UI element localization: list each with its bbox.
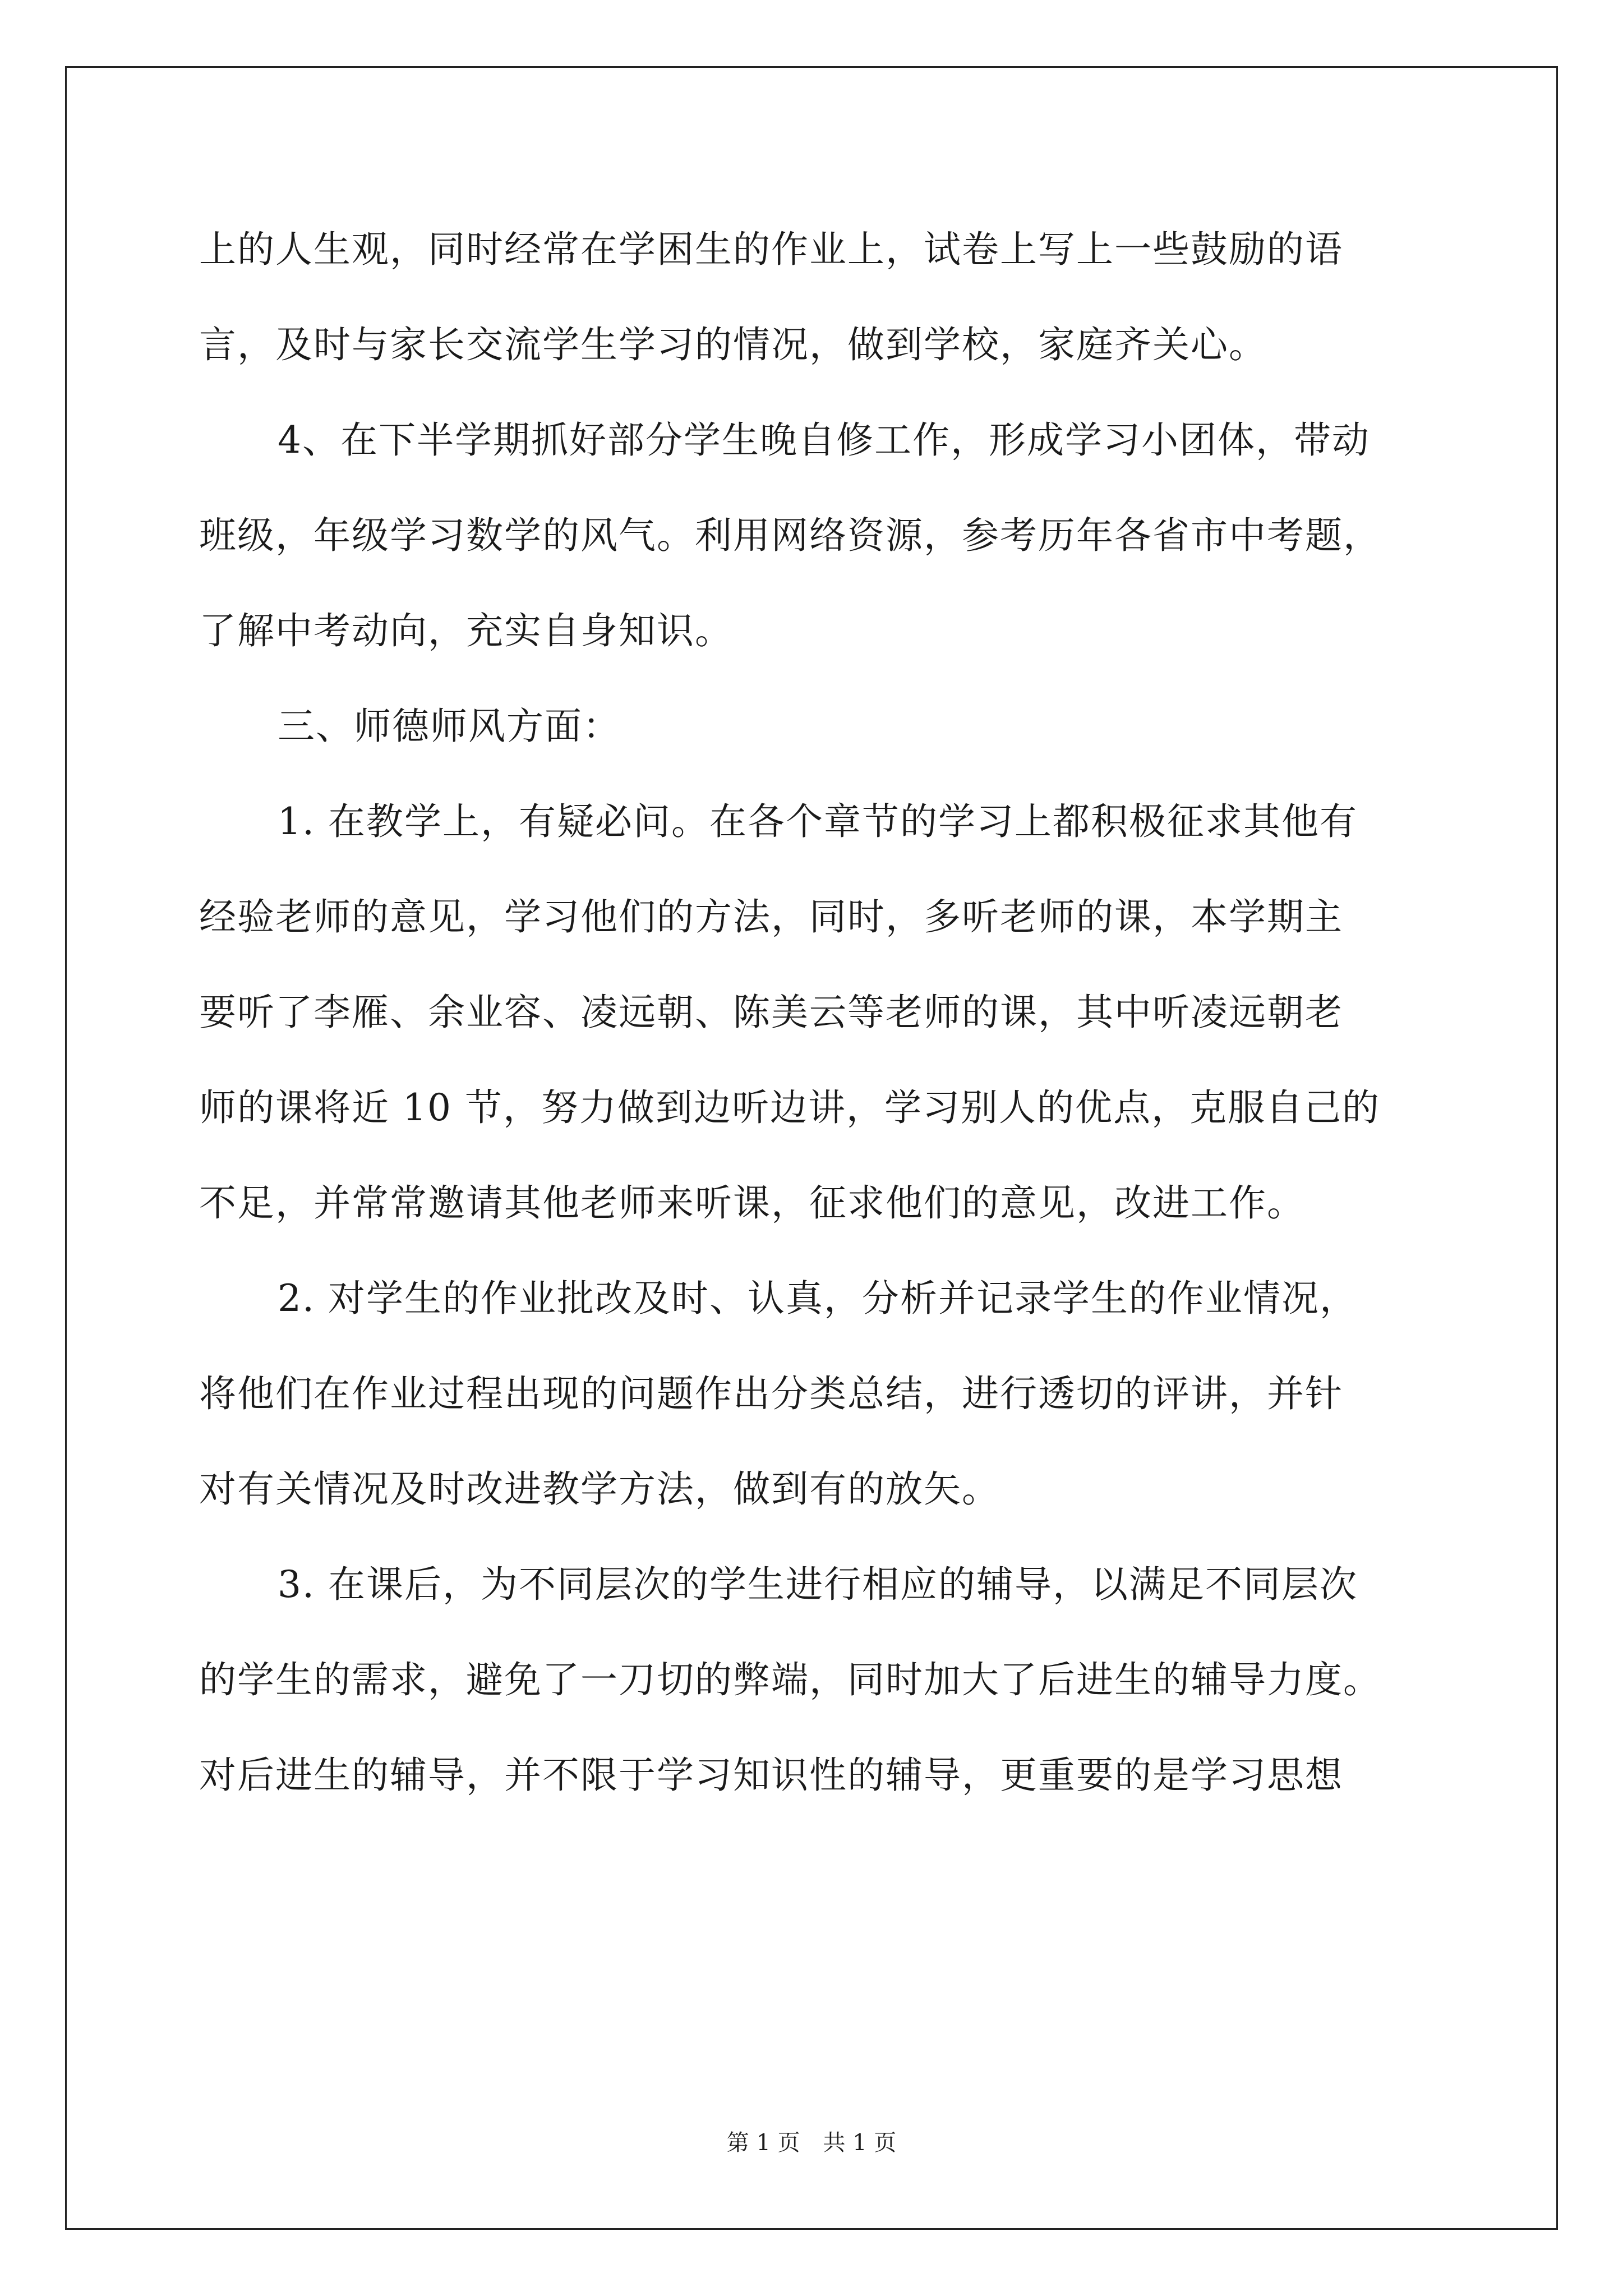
text-line: 要听了李雁、余业容、凌远朝、陈美云等老师的课，其中听凌远朝老	[199, 991, 1343, 1034]
text-line: 1. 在教学上，有疑必问。在各个章节的学习上都积极征求其他有	[278, 800, 1358, 843]
text-line: 3. 在课后，为不同层次的学生进行相应的辅导，以满足不同层次	[278, 1563, 1358, 1606]
text-line: 言，及时与家长交流学生学习的情况，做到学校，家庭齐关心。	[199, 323, 1267, 366]
text-line: 对后进生的辅导，并不限于学习知识性的辅导，更重要的是学习思想	[199, 1754, 1343, 1797]
text-line: 师的课将近 10 节，努力做到边听边讲，学习别人的优点，克服自己的	[199, 1086, 1380, 1129]
text-line: 4、在下半学期抓好部分学生晚自修工作，形成学习小团体，带动	[278, 418, 1370, 462]
text-line: 2. 对学生的作业批改及时、认真，分析并记录学生的作业情况，	[278, 1277, 1358, 1320]
text-line: 班级，年级学习数学的风气。利用网络资源，参考历年各省市中考题，	[199, 514, 1381, 557]
text-line: 经验老师的意见，学习他们的方法，同时，多听老师的课，本学期主	[199, 895, 1343, 938]
page-number: 第 1 页	[726, 2130, 800, 2156]
section-heading: 三、师德师风方面：	[278, 705, 621, 748]
text-line: 将他们在作业过程出现的问题作出分类总结，进行透切的评讲，并针	[199, 1372, 1343, 1415]
text-line: 了解中考动向，充实自身知识。	[199, 609, 733, 652]
document-body	[199, 213, 1422, 1834]
text-line: 的学生的需求，避免了一刀切的弊端，同时加大了后进生的辅导力度。	[199, 1658, 1381, 1701]
page-total: 共 1 页	[823, 2130, 897, 2156]
text-line: 上的人生观，同时经常在学困生的作业上，试卷上写上一些鼓励的语	[199, 228, 1343, 271]
page-footer	[0, 2126, 1623, 2160]
text-line: 不足，并常常邀请其他老师来听课，征求他们的意见，改进工作。	[199, 1181, 1305, 1225]
text-line: 对有关情况及时改进教学方法，做到有的放矢。	[199, 1467, 1000, 1511]
